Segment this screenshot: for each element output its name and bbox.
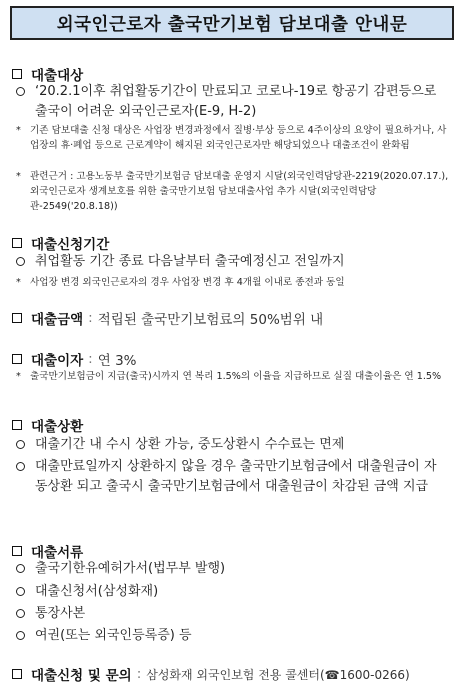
note-item: * 사업장 변경 외국인근로자의 경우 사업장 변경 후 4개월 이내로 종전과 동일 [16,277,345,288]
title-banner [10,6,454,40]
list-item: 대출신청서(삼성화재) [16,582,445,602]
square-bullet-icon [12,354,22,364]
section-amount-heading: 대출금액 : 적립된 출국만기보험료의 50%범위 내 [12,308,323,328]
circle-bullet-icon [16,257,25,266]
list-item: ‘20.2.1이후 취업활동기간이 만료되고 코로나-19로 항공기 감편등으로 출국이 어려운 외국인근로자(E-9, H-2) [16,82,445,122]
square-bullet-icon [12,420,22,430]
circle-bullet-icon [16,609,25,618]
square-bullet-icon [12,546,22,556]
circle-bullet-icon [16,462,25,471]
list-item: 취업활동 기간 종료 다음날부터 출국예정신고 전일까지 [16,252,445,272]
list-item: 여권(또는 외국인등록증) 등 [16,626,445,646]
section-repayment-heading: 대출상환 [12,415,83,435]
square-bullet-icon [12,313,22,323]
note-item: * 기존 담보대출 신청 대상은 사업장 변경과정에서 질병·부상 등으로 4주이상의 요양이 필요하거나, 사업장의 휴·폐업 등으로 근로계약이 해지된 외국인근로자만 해당되었으나 대출조건이 완화됨 [16,125,447,151]
square-bullet-icon [12,69,22,79]
circle-bullet-icon [16,587,25,596]
section-period-heading: 대출신청기간 [12,233,109,253]
circle-bullet-icon [16,631,25,640]
list-item: 출국기한유예허가서(법무부 발행) [16,559,445,579]
square-bullet-icon [12,238,22,248]
section-target-heading: 대출대상 [12,64,83,84]
circle-bullet-icon [16,440,25,449]
section-contact-heading: 대출신청 및 문의 : 삼성화재 외국인보험 전용 콜센터(☎1600-0266) [12,664,410,684]
note-item: * 출국만기보험금이 지급(출국)시까지 연 복리 1.5%의 이율을 지급하므로 실질 대출이율은 연 1.5% [16,371,442,382]
page-title: 외국인근로자 출국만기보험 담보대출 안내문 [56,14,408,35]
list-item: 대출만료일까지 상환하지 않을 경우 출국만기보험금에서 대출원금이 자동상환 되고 출국시 출국만기보험금에서 대출원금이 차감된 금액 지급 [16,457,445,497]
list-item: 대출기간 내 수시 상환 가능, 중도상환시 수수료는 면제 [16,435,445,455]
section-interest-heading: 대출이자 : 연 3% [12,349,136,369]
list-item: 통장사본 [16,604,445,624]
square-bullet-icon [12,669,22,679]
note-item: * 관련근거 : 고용노동부 출국만기보험금 담보대출 운영지 시달(외국인력담당관-2219(2020.07.17.), 외국인근로자 생계보호를 위한 출국만기보험 담보대출사업 추가 시달(외국인력담당관-2549('20.8.18)) [16,171,449,212]
circle-bullet-icon [16,87,25,96]
section-documents-heading: 대출서류 [12,541,83,561]
circle-bullet-icon [16,564,25,573]
